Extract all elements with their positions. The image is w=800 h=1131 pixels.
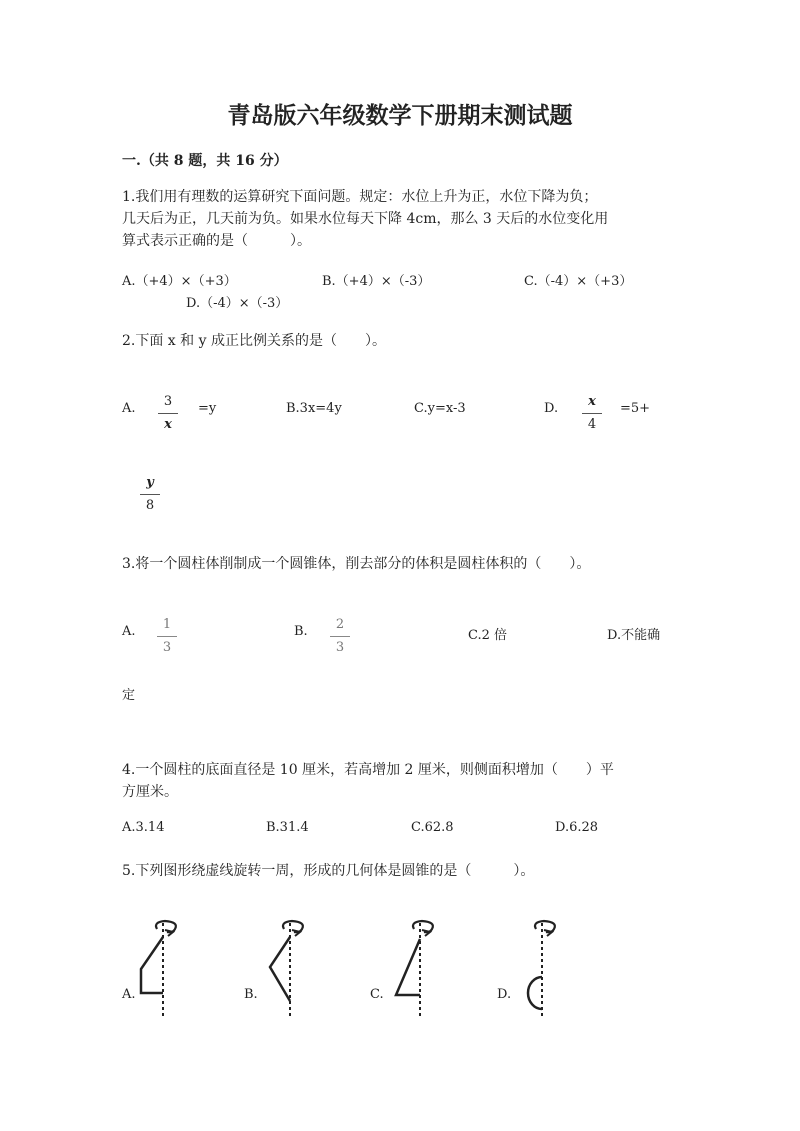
question-3-option-a-label[interactable]: A. bbox=[122, 624, 136, 639]
question-4-line-2: 方厘米。 bbox=[122, 784, 178, 800]
page-title: 青岛版六年级数学下册期末测试题 bbox=[227, 102, 573, 129]
question-5-option-b-label[interactable]: B. bbox=[244, 987, 258, 1002]
fraction-numerator: 2 bbox=[335, 617, 345, 632]
question-1-option-a[interactable]: A.（+4）×（+3） bbox=[122, 274, 237, 289]
fraction-denominator: 8 bbox=[145, 498, 155, 513]
question-5-figure-a bbox=[135, 915, 185, 1021]
fraction-numerator: y bbox=[146, 475, 154, 490]
fraction-denominator: 3 bbox=[162, 640, 172, 655]
question-3-text: 3.将一个圆柱体削制成一个圆锥体，削去部分的体积是圆柱体积的（ ）。 bbox=[122, 556, 591, 572]
question-1-option-b[interactable]: B.（+4）×（-3） bbox=[322, 274, 431, 289]
question-2-text: 2.下面 x 和 y 成正比例关系的是（ ）。 bbox=[122, 333, 386, 349]
fraction-denominator: 3 bbox=[335, 640, 345, 655]
question-1-option-d[interactable]: D.（-4）×（-3） bbox=[186, 296, 289, 311]
question-2-option-d-fraction-1 bbox=[582, 393, 602, 434]
question-3-option-c[interactable]: C.2 倍 bbox=[468, 628, 508, 643]
question-4-option-a[interactable]: A.3.14 bbox=[122, 820, 165, 835]
question-4-option-c[interactable]: C.62.8 bbox=[411, 820, 454, 835]
fraction-numerator: x bbox=[588, 394, 596, 409]
question-2-option-d-rest: =5+ bbox=[620, 401, 651, 416]
question-2-option-a-label[interactable]: A. bbox=[122, 401, 136, 416]
fraction-bar bbox=[157, 636, 177, 637]
fraction-denominator: x bbox=[164, 417, 172, 432]
question-4-option-d[interactable]: D.6.28 bbox=[555, 820, 599, 835]
question-2-option-b[interactable]: B.3x=4y bbox=[286, 401, 342, 416]
question-2-option-a-rest: =y bbox=[198, 401, 217, 416]
question-1-option-c[interactable]: C.（-4）×（+3） bbox=[524, 274, 633, 289]
question-1-line-2: 几天后为正，几天前为负。如果水位每天下降 4cm，那么 3 天后的水位变化用 bbox=[122, 211, 609, 227]
question-3-option-d-continued: 定 bbox=[122, 688, 136, 703]
question-5-figure-c bbox=[392, 915, 442, 1021]
question-4-line-1: 4.一个圆柱的底面直径是 10 厘米，若高增加 2 厘米，则侧面积增加（ ）平 bbox=[122, 762, 614, 778]
question-5-option-d-label[interactable]: D. bbox=[497, 987, 512, 1002]
question-4-option-b[interactable]: B.31.4 bbox=[266, 820, 309, 835]
section-heading: 一.（共 8 题，共 16 分） bbox=[122, 153, 288, 169]
question-1-line-1: 1.我们用有理数的运算研究下面问题。规定：水位上升为正，水位下降为负； bbox=[122, 189, 598, 205]
question-5-figure-b bbox=[262, 915, 312, 1021]
question-3-option-b-fraction bbox=[330, 616, 350, 657]
fraction-bar bbox=[582, 413, 602, 414]
question-5-option-a-label[interactable]: A. bbox=[122, 987, 136, 1002]
question-2-option-a-fraction bbox=[158, 393, 178, 434]
question-5-figure-d bbox=[514, 915, 564, 1021]
question-3-option-b-label[interactable]: B. bbox=[294, 624, 308, 639]
question-2-option-d-fraction-2 bbox=[140, 474, 160, 515]
question-2-option-d-label[interactable]: D. bbox=[544, 401, 559, 416]
fraction-denominator: 4 bbox=[587, 417, 597, 432]
fraction-numerator: 3 bbox=[163, 394, 173, 409]
fraction-bar bbox=[158, 413, 178, 414]
question-3-option-d[interactable]: D.不能确 bbox=[607, 628, 661, 643]
fraction-numerator: 1 bbox=[162, 617, 172, 632]
fraction-bar bbox=[140, 494, 160, 495]
question-5-option-c-label[interactable]: C. bbox=[370, 987, 384, 1002]
question-5-text: 5.下列图形绕虚线旋转一周，形成的几何体是圆锥的是（ ）。 bbox=[122, 863, 535, 879]
fraction-bar bbox=[330, 636, 350, 637]
question-1-line-3: 算式表示正确的是（ ）。 bbox=[122, 233, 311, 249]
question-2-option-c[interactable]: C.y=x-3 bbox=[414, 401, 466, 416]
question-3-option-a-fraction bbox=[157, 616, 177, 657]
